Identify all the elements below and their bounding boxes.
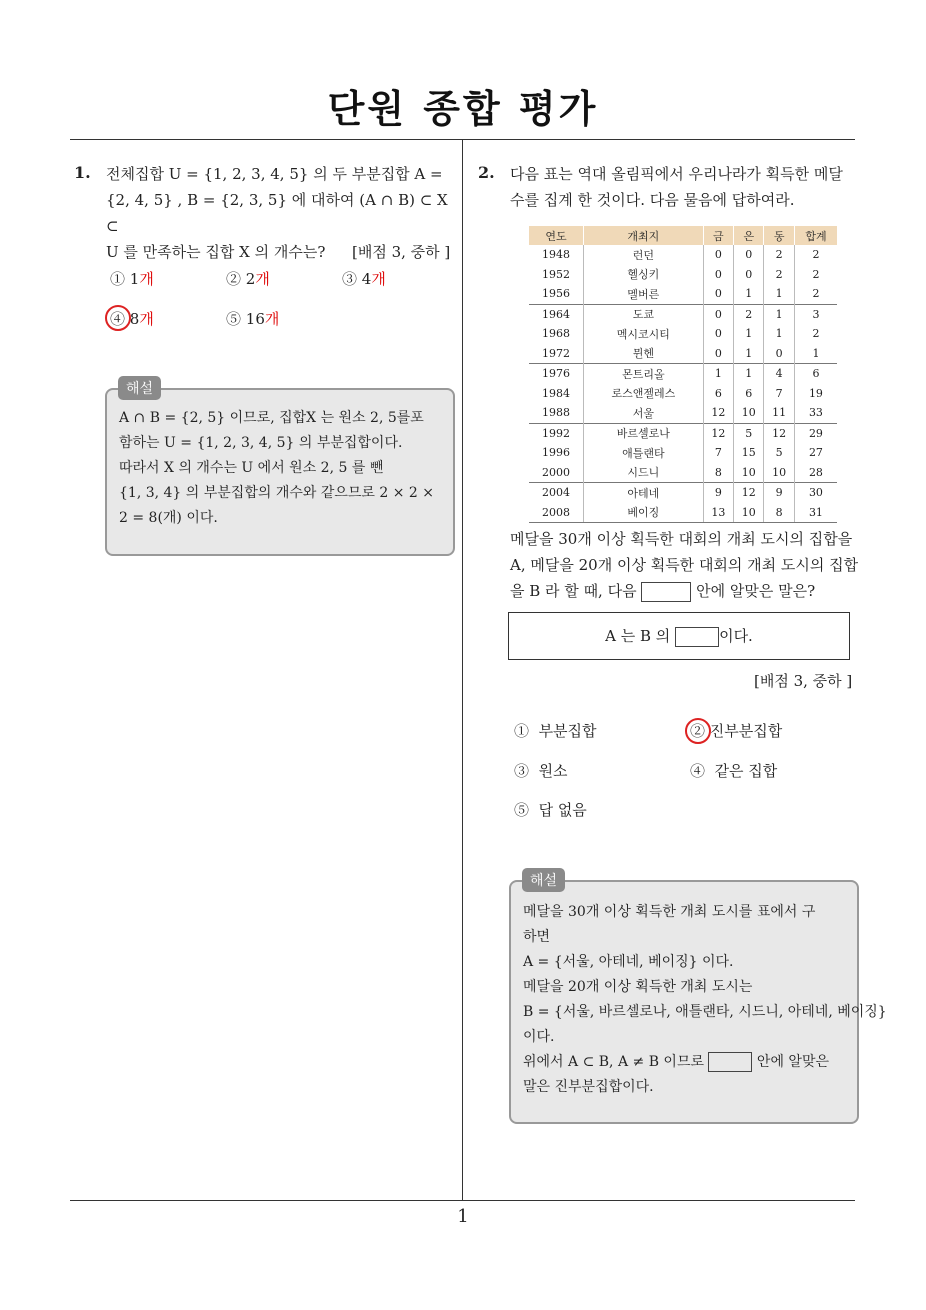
- q2-explanation-box: [509, 880, 887, 1124]
- explanation-line: 위에서 A ⊂ B, A ≠ B 이므로: [523, 1054, 705, 1070]
- explanation-line: 2 = 8(개) 이다.: [119, 510, 218, 526]
- q1-option-4[interactable]: ④ 8개: [110, 310, 154, 328]
- answer-blank: [675, 627, 719, 647]
- table-cell: 1988: [542, 406, 571, 420]
- explanation-line: 메달을 30개 이상 획득한 개최 도시를 표에서 구: [523, 904, 816, 920]
- table-cell: 1: [764, 324, 794, 344]
- page-title: 단원 종합 평가: [327, 87, 599, 131]
- explanation-line: 따라서 X 의 개수는 U 에서 원소 2, 5 를 뺀: [119, 460, 384, 476]
- table-cell: 2: [794, 324, 837, 344]
- table-cell: 15: [734, 443, 764, 463]
- table-cell: 12: [734, 483, 764, 503]
- q2-line: 다음 표는 역대 올림픽에서 우리나라가 획득한 메달: [510, 165, 843, 183]
- explanation-line: 이다.: [523, 1029, 555, 1045]
- explanation-line: 메달을 20개 이상 획득한 개최 도시는: [523, 979, 753, 995]
- explanation-line: 말은 진부분집합이다.: [523, 1079, 654, 1095]
- bottom-divider: [70, 1200, 855, 1201]
- table-cell: 7: [764, 384, 794, 404]
- table-cell: 2: [794, 265, 837, 285]
- table-cell: 1: [764, 304, 794, 324]
- q2-cond-line: 안에 알맞은 말은?: [696, 582, 816, 600]
- table-cell: 1992: [529, 423, 584, 443]
- col-header: 은: [734, 226, 764, 245]
- table-cell: 1948: [542, 248, 571, 262]
- table-cell: 1956: [542, 287, 571, 301]
- q2-cond-line: 을 B 라 할 때, 다음: [510, 582, 637, 600]
- table-row: [529, 423, 837, 443]
- table-row: [529, 463, 837, 483]
- q2-statement-box: [508, 612, 850, 660]
- table-cell: 4: [764, 364, 794, 384]
- q2-option-4[interactable]: ④ 같은 집합: [690, 762, 778, 780]
- table-cell: 로스앤젤레스: [584, 384, 704, 404]
- table-cell: 런던: [584, 245, 704, 265]
- table-cell: 시드니: [584, 463, 704, 483]
- table-cell: 2: [764, 265, 794, 285]
- table-cell: 1964: [529, 304, 584, 324]
- explanation-line: 안에 알맞은: [756, 1054, 829, 1070]
- table-cell: 1996: [542, 446, 571, 460]
- table-row: [529, 483, 837, 503]
- col-header: 금: [703, 226, 733, 245]
- table-cell: 0: [703, 324, 733, 344]
- table-cell: 2: [794, 245, 837, 265]
- explanation-line: 하면: [523, 929, 551, 945]
- table-cell: 0: [734, 245, 764, 265]
- table-cell: 13: [703, 503, 733, 523]
- q2-cond-line: 메달을 30개 이상 획득한 대회의 개최 도시의 집합을: [510, 530, 853, 548]
- col-header: 동: [764, 226, 794, 245]
- q2-option-5[interactable]: ⑤ 답 없음: [514, 801, 587, 819]
- table-cell: 바르셀로나: [584, 423, 704, 443]
- table-row: [529, 304, 837, 324]
- table-cell: 27: [794, 443, 837, 463]
- q2-option-1[interactable]: ① 부분집합: [514, 722, 597, 740]
- q1-option-2[interactable]: ② 2개: [226, 270, 270, 288]
- table-cell: 0: [703, 265, 733, 285]
- table-cell: 30: [794, 483, 837, 503]
- table-cell: 5: [764, 443, 794, 463]
- table-cell: 9: [764, 483, 794, 503]
- q2-question: [510, 161, 860, 213]
- table-cell: 12: [703, 423, 733, 443]
- table-cell: 11: [764, 403, 794, 423]
- statement-text: 이다.: [719, 627, 753, 645]
- answer-circle-mark: [105, 305, 131, 331]
- table-cell: 6: [703, 384, 733, 404]
- table-row: [529, 443, 837, 463]
- table-cell: 아테네: [584, 483, 704, 503]
- q1-explanation: [119, 406, 449, 531]
- table-cell: 2008: [529, 503, 584, 523]
- table-cell: 0: [734, 265, 764, 285]
- table-cell: 8: [764, 503, 794, 523]
- table-cell: 1: [734, 364, 764, 384]
- table-cell: 2: [794, 284, 837, 304]
- table-cell: 8: [703, 463, 733, 483]
- q2-explanation-tag: 해설: [522, 868, 565, 892]
- table-cell: 9: [703, 483, 733, 503]
- table-cell: 1968: [542, 327, 571, 341]
- q2-cond-line: A, 메달을 20개 이상 획득한 대회의 개최 도시의 집합: [510, 556, 859, 574]
- table-cell: 1972: [542, 346, 571, 360]
- table-cell: 0: [703, 344, 733, 364]
- table-cell: 0: [764, 344, 794, 364]
- table-cell: 10: [734, 463, 764, 483]
- table-cell: 1: [764, 284, 794, 304]
- table-cell: 10: [734, 503, 764, 523]
- col-header: 연도: [529, 226, 584, 245]
- statement-text: A 는 B 의: [605, 627, 671, 645]
- q1-question: [106, 161, 456, 265]
- medal-table: [529, 226, 837, 523]
- explanation-line-row: [523, 1050, 926, 1075]
- table-row: [529, 384, 837, 404]
- table-cell: 1: [734, 344, 764, 364]
- table-cell: 3: [794, 304, 837, 324]
- table-cell: 0: [703, 284, 733, 304]
- q1-explanation-tag: 해설: [118, 376, 161, 400]
- explanation-line: {1, 3, 4} 의 부분집합의 개수와 같으므로 2 × 2 ×: [119, 485, 435, 501]
- table-cell: 6: [734, 384, 764, 404]
- table-row: [529, 503, 837, 523]
- page-number: 1: [457, 1206, 469, 1227]
- table-cell: 28: [794, 463, 837, 483]
- table-cell: 헬싱키: [584, 265, 704, 285]
- table-cell: 10: [734, 403, 764, 423]
- explanation-line: 함하는 U = {1, 2, 3, 4, 5} 의 부분집합이다.: [119, 435, 403, 451]
- table-cell: 33: [794, 403, 837, 423]
- q1-explanation-box: [105, 388, 455, 556]
- table-row: [529, 245, 837, 265]
- q1-line-row: [106, 239, 456, 265]
- q2-number: 2.: [478, 163, 495, 182]
- table-header-row: [529, 226, 837, 245]
- q2-points: [배점 3, 중하 ]: [754, 672, 853, 690]
- table-cell: 12: [764, 423, 794, 443]
- table-row: [529, 284, 837, 304]
- q1-option-3[interactable]: ③ 4개: [342, 270, 386, 288]
- q2-line: 수를 집계 한 것이다. 다음 물음에 답하여라.: [510, 191, 795, 209]
- table-cell: 1: [734, 324, 764, 344]
- table-cell: 6: [794, 364, 837, 384]
- table-row: [529, 324, 837, 344]
- table-cell: 1: [703, 364, 733, 384]
- answer-blank: [708, 1052, 752, 1072]
- table-cell: 5: [734, 423, 764, 443]
- q2-option-3[interactable]: ③ 원소: [514, 762, 568, 780]
- q1-option-5[interactable]: ⑤ 16개: [226, 310, 280, 328]
- explanation-line: A ∩ B = {2, 5} 이므로, 집합X 는 원소 2, 5를포: [119, 410, 424, 426]
- table-cell: 베이징: [584, 503, 704, 523]
- table-cell: 멜버른: [584, 284, 704, 304]
- table-cell: 0: [703, 304, 733, 324]
- table-cell: 몬트리올: [584, 364, 704, 384]
- table-cell: 31: [794, 503, 837, 523]
- q1-line: U 를 만족하는 집합 X 의 개수는?: [106, 243, 326, 261]
- q1-line: {2, 4, 5} , B = {2, 3, 5} 에 대하여 (A ∩ B) ⊂ X ⊂: [106, 191, 448, 235]
- table-cell: 1: [734, 284, 764, 304]
- table-cell: 2: [764, 245, 794, 265]
- column-divider: [462, 140, 463, 1201]
- table-row: [529, 265, 837, 285]
- table-cell: 7: [703, 443, 733, 463]
- answer-circle-mark: [685, 718, 711, 744]
- table-cell: 12: [703, 403, 733, 423]
- q1-option-1[interactable]: ① 1개: [110, 270, 154, 288]
- table-cell: 2000: [542, 465, 571, 479]
- table-cell: 1984: [542, 386, 571, 400]
- answer-blank: [641, 582, 691, 602]
- explanation-line: A = {서울, 아테네, 베이징} 이다.: [523, 954, 734, 970]
- q2-cond-line-row: [510, 578, 860, 604]
- table-cell: 1: [794, 344, 837, 364]
- table-row: [529, 364, 837, 384]
- q2-explanation: [523, 900, 926, 1100]
- table-cell: 도쿄: [584, 304, 704, 324]
- table-cell: 뮌헨: [584, 344, 704, 364]
- q1-points: [배점 3, 중하 ]: [352, 243, 451, 261]
- table-cell: 10: [764, 463, 794, 483]
- table-row: [529, 403, 837, 423]
- table-cell: 19: [794, 384, 837, 404]
- table-cell: 2004: [529, 483, 584, 503]
- q1-line: 전체집합 U = {1, 2, 3, 4, 5} 의 두 부분집합 A =: [106, 165, 443, 183]
- table-cell: 0: [703, 245, 733, 265]
- q2-option-2[interactable]: ② 진부분집합: [690, 722, 783, 740]
- col-header: 합계: [794, 226, 837, 245]
- table-cell: 1976: [529, 364, 584, 384]
- q2-condition: [510, 526, 860, 604]
- table-cell: 애틀랜타: [584, 443, 704, 463]
- table-cell: 1952: [542, 267, 571, 281]
- table-cell: 29: [794, 423, 837, 443]
- table-cell: 서울: [584, 403, 704, 423]
- table-row: [529, 344, 837, 364]
- table-cell: 멕시코시티: [584, 324, 704, 344]
- q1-number: 1.: [74, 163, 91, 182]
- explanation-line: B = {서울, 바르셀로나, 애틀랜타, 시드니, 아테네, 베이징}: [523, 1004, 887, 1020]
- col-header: 개최지: [584, 226, 704, 245]
- table-cell: 2: [734, 304, 764, 324]
